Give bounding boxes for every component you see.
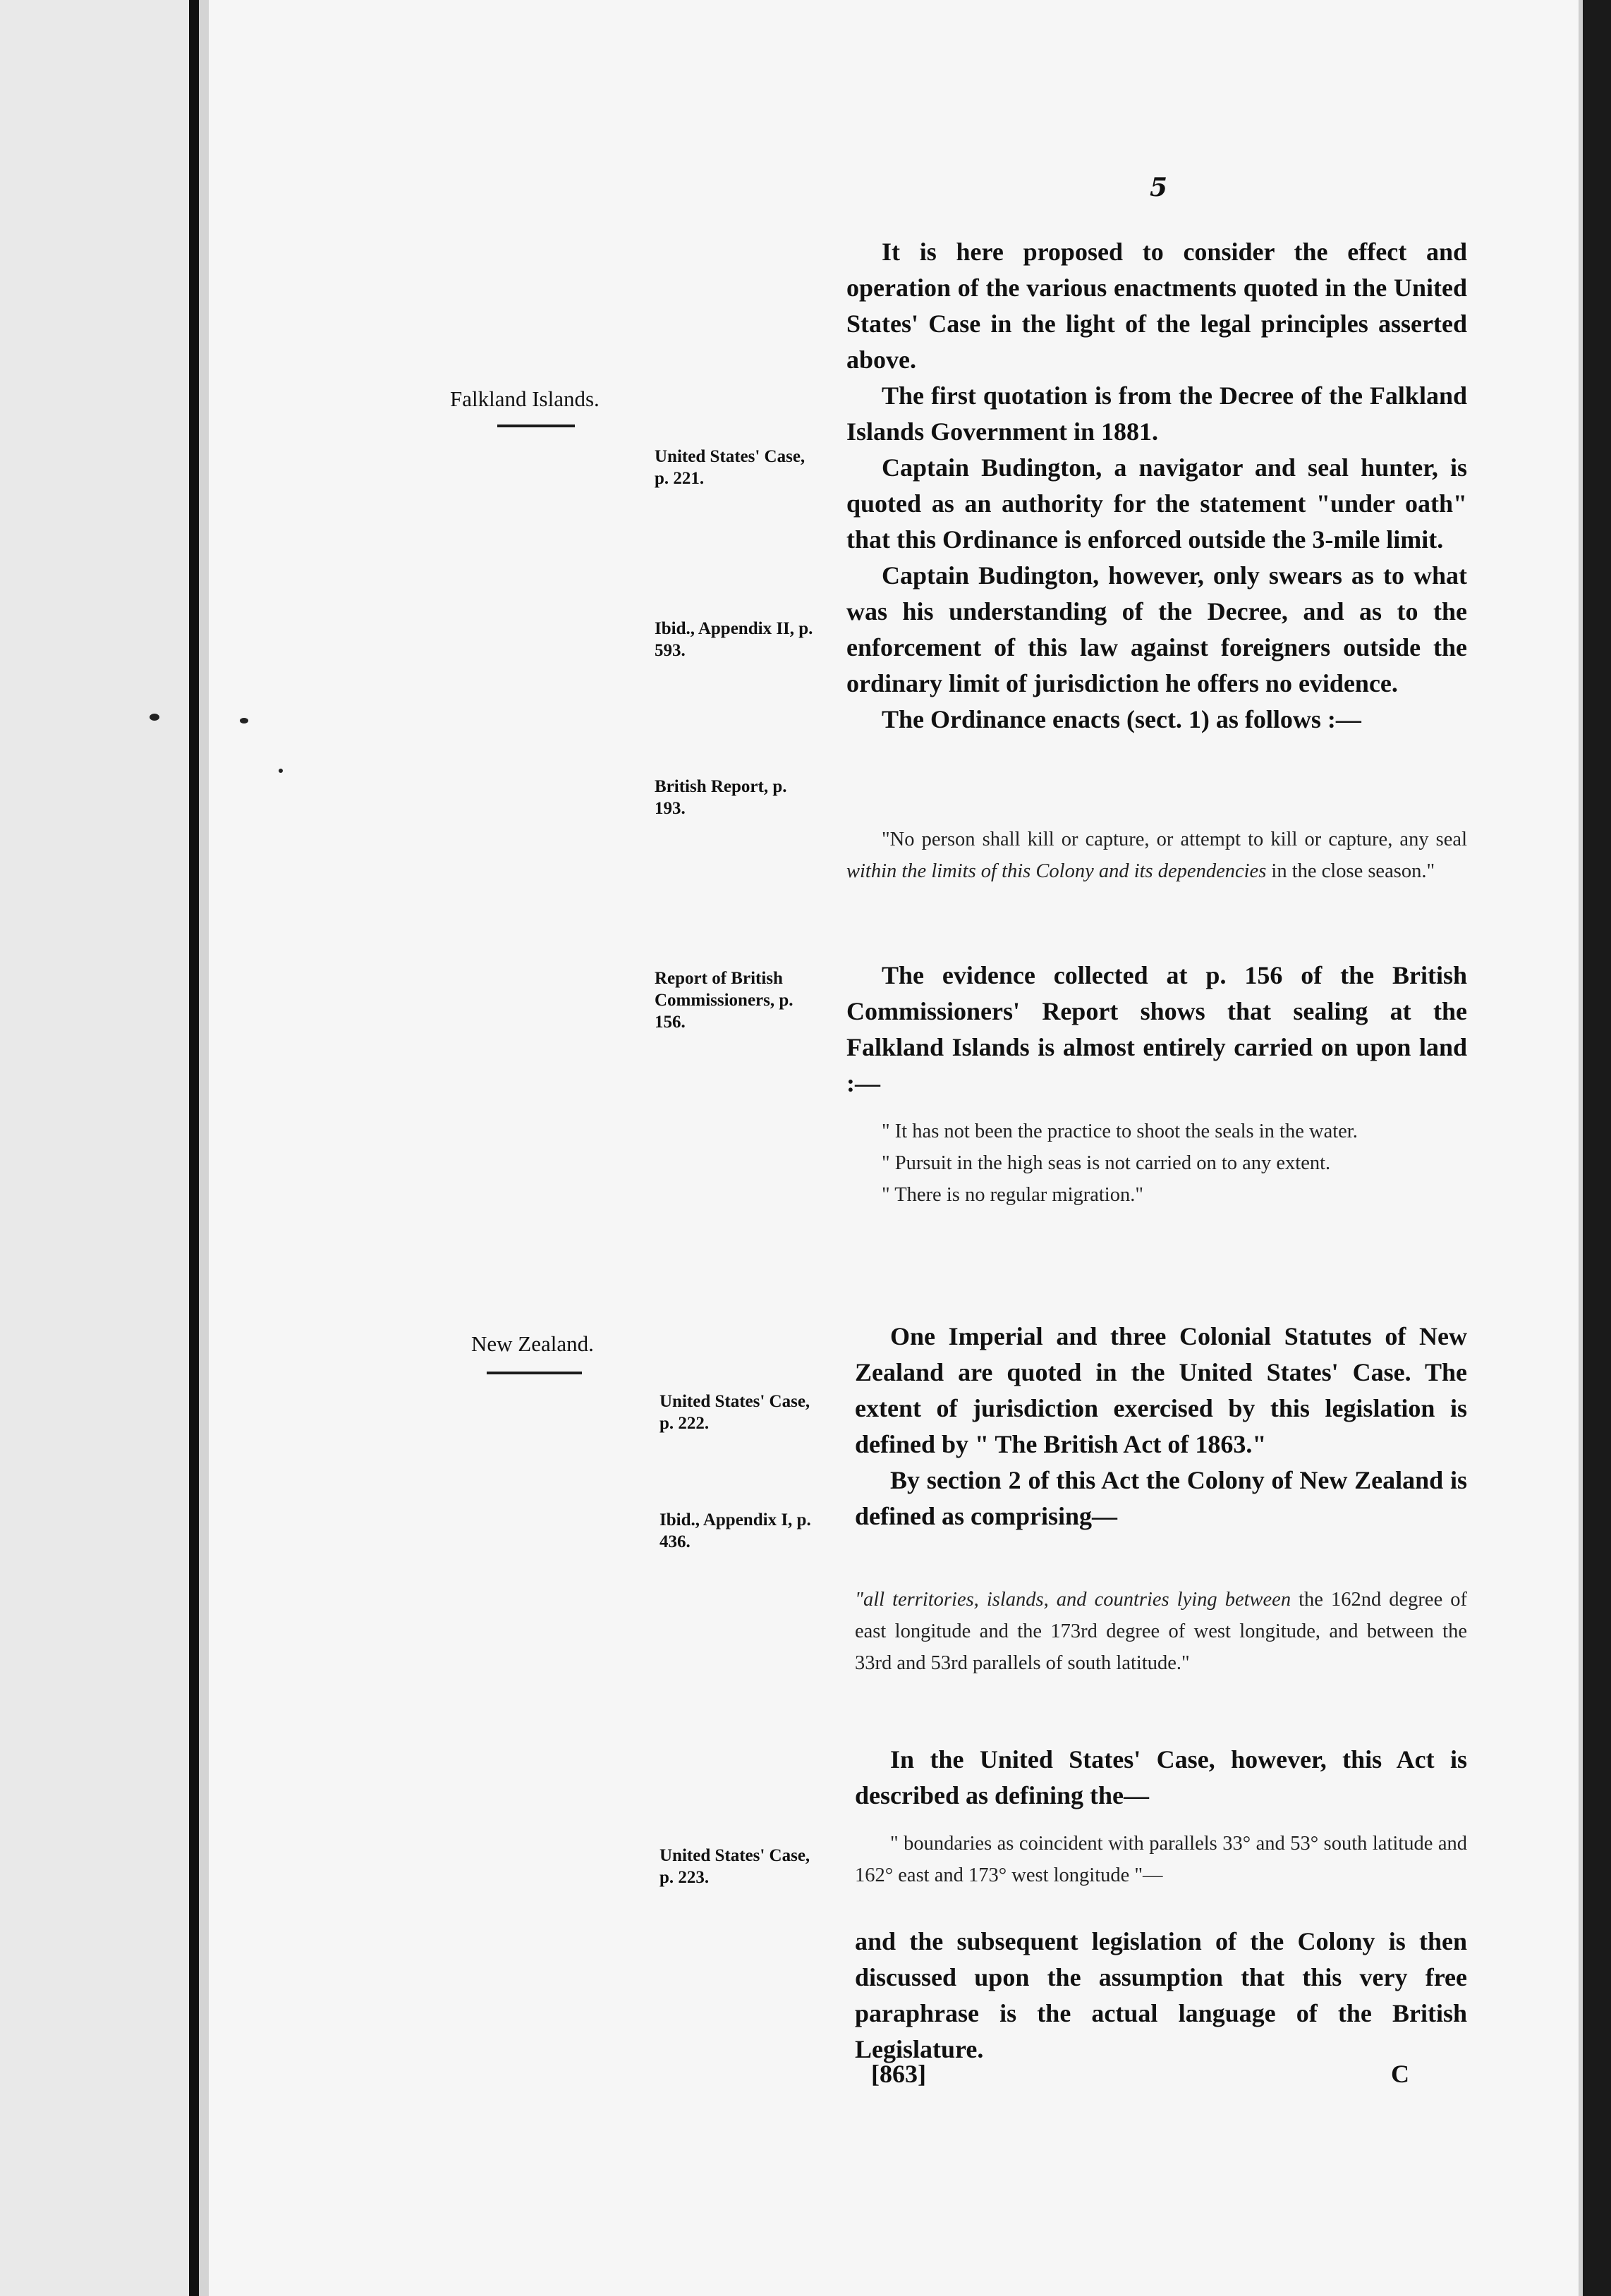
body-block-4 [855,1742,1467,1814]
body-block-2 [846,958,1467,1101]
margin-note: Ibid., Appendix I, p. 436. [659,1510,811,1551]
body-block-1 [846,234,1467,738]
scan-speck [150,714,159,721]
printer-signature: [863] [871,2060,926,2088]
quotation: " Pursuit in the high seas is not carried on to any extent. [882,1152,1331,1174]
binding-shadow [189,0,199,2296]
quote-evidence [846,1116,1467,1211]
page-number: 5 [1150,173,1168,202]
section-rule [497,425,575,427]
margin-note: United States' Case, p. 222. [659,1392,810,1433]
paragraph: By section 2 of this Act the Colony of New Zealand is defined as comprising— [855,1466,1467,1530]
section-heading-falkland: Falkland Islands. [450,386,600,411]
paragraph: The Ordinance enacts (sect. 1) as follows :— [882,705,1361,733]
right-page-edge [1583,0,1611,2296]
binding-gap [199,0,209,2296]
quote-case [855,1828,1467,1891]
gathering-letter: C [1391,2060,1409,2088]
quotation [846,824,1467,887]
quotation: " It has not been the practice to shoot the seals in the water. [882,1120,1358,1142]
quotation [855,1584,1467,1679]
body-block-3 [855,1319,1467,1534]
quotation: " boundaries as coincident with parallels 33° and 53° south latitude and 162° east and 173° west longitude "— [855,1833,1467,1886]
quote-ordinance [846,824,1467,887]
quote-act [855,1584,1467,1679]
left-page-edge [0,0,190,2296]
scan-speck [240,718,248,723]
paragraph: and the subsequent legislation of the Colony is then discussed upon the assumption that this very free paraphrase is the actual language of the British Legislature. [855,1927,1467,2063]
margin-note: United States' Case, p. 221. [655,447,806,488]
paragraph: Captain Budington, however, only swears as to what was his understanding of the Decree, and as to the enforcement of this law against foreigners outside the ordinary limit of jurisdiction he offers no evidence. [846,561,1467,697]
margin-note: British Report, p. 193. [655,777,787,818]
quote-text: the 162nd degree of east longitude and the 173rd degree of west longitude, and between the 33rd and 53rd parallels of south latitude." [855,1589,1468,1674]
paragraph: In the United States' Case, however, this Act is described as defining the— [855,1745,1467,1809]
margin-note: Ibid., Appendix II, p. 593. [655,619,813,660]
section-rule [487,1372,582,1374]
margin-note: Report of British Commissioners, p. 156. [655,969,794,1032]
margin-note: United States' Case, p. 223. [659,1846,810,1887]
paragraph: It is here proposed to consider the effect and operation of the various enactments quoted in the United States' Case in the light of the legal principles asserted above. [846,238,1467,374]
quote-text: in the close season." [1266,860,1435,882]
body-block-5 [855,1924,1467,2068]
paragraph: The first quotation is from the Decree of the Falkland Islands Government in 1881. [846,381,1467,446]
quote-emphasis: "all territories, islands, and countries lying between [855,1589,1291,1611]
quote-text: "No person shall kill or capture, or attempt to kill or capture, any seal [882,829,1467,850]
quote-emphasis: within the limits of this Colony and its dependencies [846,860,1267,882]
paragraph: Captain Budington, a navigator and seal hunter, is quoted as an authority for the statement "under oath" that this Ordinance is enforced outside the 3-mile limit. [846,453,1467,554]
section-heading-new-zealand: New Zealand. [471,1331,594,1356]
paragraph: The evidence collected at p. 156 of the British Commissioners' Report shows that sealing at the Falkland Islands is almost entirely carried on upon land :— [846,961,1467,1097]
paragraph: One Imperial and three Colonial Statutes of New Zealand are quoted in the United States' Case. The extent of jurisdiction exercised by this legislation is defined by " The British Act of 1863." [855,1322,1467,1458]
quotation: " There is no regular migration." [882,1184,1143,1206]
scan-speck [279,769,283,773]
